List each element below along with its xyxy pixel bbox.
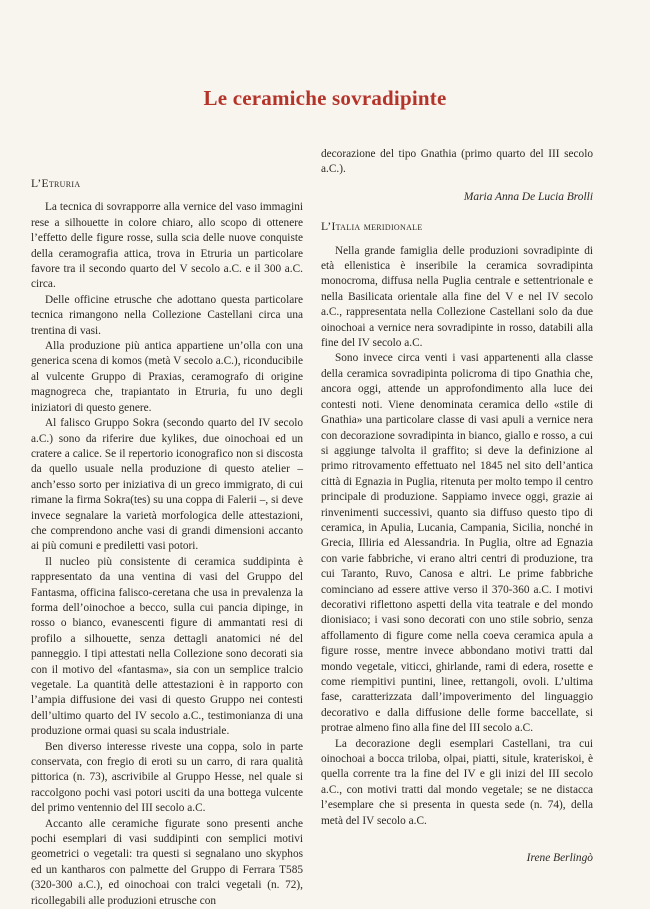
section-heading-etruria: L’Etruria [31,177,81,190]
author-signature: Maria Anna De Lucia Brolli [463,190,593,203]
paragraph: Accanto alle ceramiche figurate sono presenti anche pochi esemplari di vasi suddipinti con semplici motivi geometrici o vegetali: tra questi si segnalano uno skyphos ed un kantharos con palmette del Gruppo di Ferrara T585 (320-300 a.C.), ed oinochoai con tralci vegetali (n. 72), ricollegabili alle produzioni etrusche con [31,817,303,907]
paragraph: Ben diverso interesse riveste una coppa, solo in parte conservata, con fregio di eroti su un carro, di rara qualità pittorica (n. 73), ascrivibile al Gruppo Hesse, nel quale si raccolgono pochi vasi potori usciti da una bottega vulcente del primo ventennio del III secolo a.C. [31,740,303,815]
right-column [321,147,593,880]
left-column [31,176,303,909]
paragraph: Nella grande famiglia delle produzioni sovradipinte di età ellenistica è inseribile la ceramica sovradipinta monocroma, diffusa nella Puglia centrale e settentrionale e nella Basilicata orientale alla fine del V e nel IV secolo a.C., rappresentata nella Collezione Castellani solo da due oinochoai a vernice nera sovradipinte in rosso, databili alla fine del IV secolo a.C. [321,244,593,350]
paragraph: Sono invece circa venti i vasi appartenenti alla classe della ceramica sovradipinta policroma di tipo Gnathia che, ancora oggi, attende un approfondimento alla luce dei contesti noti. Viene denominata ceramica dello «stile di Gnathia» una particolare classe di vasi apuli a vernice nera con decorazione sovradipinta in bianco, giallo e rosso, a cui si aggiunge talvolta il graffito; si deve la definizione al primo ritrovamento effettuato nel 1845 nel sito dell’antica città di Egnazia in Puglia, ritenuta per molto tempo il centro principale di produzione. Sappiamo invece oggi, grazie ai rinvenimenti successivi, quanto sia diffuso questo tipo di ceramica, in Apulia, Lucania, Campania, Sicilia, nonché in Grecia, Illiria ed Alessandria. In Puglia, oltre ad Egnazia con varie fabbriche, vi erano altri centri di produzione, tra cui Taranto, Ruvo, Canosa e altri. Le prime fabbriche cominciano ad essere attive verso il 370-360 a.C. I motivi decorativi riflettono aspetti della vita teatrale e del mondo dionisiaco; i vasi sono decorati con uno stile sobrio, senza affollamento di figure come nella coeva ceramica apula a figure rosse, mentre invece abbondano motivi tratti dal mondo vegetale, viticci, ghirlande, rami di edera, rosette e come riempitivi puntini, linee, rettangoli, ovoli. L’ultima fase, caratterizzata dall’impoverimento del linguaggio decorativo e dalla diffusione delle forme baccellate, si protrae almeno fino alla fine del III secolo a.C. [321,352,593,735]
page-title: Le ceramiche sovradipinte [203,86,447,110]
paragraph: Al falisco Gruppo Sokra (secondo quarto del IV secolo a.C.) sono da riferire due kylikes, due oinochoai ed un cratere a calice. Se il repertorio iconografico non si discosta da quello usuale nella produzione di questo atelier – anch’esso sorto per iniziativa di un greco immigrato, di cui rimane la firma Sokra(tes) su una coppa di Falerii –, si deve invece segnalare la varietà morfologica delle attestazioni, che comprendono anche vasi di grandi dimensioni accanto ai più comuni e prediletti vasi potori. [31,417,303,553]
section-heading-italia-meridionale: L’Italia meridionale [321,220,423,234]
paragraph: La decorazione degli esemplari Castellani, tra cui oinochoai a bocca triloba, olpai, piatti, situle, krateriskoi, è quella corrente tra la fine del IV e gli inizi del III secolo a.C., con motivi tratti dal mondo vegetale; se ne distacca l’esemplare che si presenta in questa sede (n. 74), della metà del IV secolo a.C. [321,737,593,827]
paragraph: La tecnica di sovrapporre alla vernice del vaso immagini rese a silhouette in colore chiaro, allo scopo di ottenere l’effetto delle figure rosse, sulla scia delle nuove conquiste della ceramografia attica, trova in Etruria un particolare favore tra il secondo quarto del V secolo a.C. e il 300 a.C. circa. [31,201,303,291]
paragraph: Alla produzione più antica appartiene un’olla con una generica scena di komos (metà V secolo a.C.), riconducibile al vulcente Gruppo di Praxias, ceramografo di origine magnogreca che, trapiantato in Etruria, fu uno degli iniziatori di questo genere. [31,340,303,414]
paragraph-continuation: decorazione del tipo Gnathia (primo quarto del III secolo a.C.). [321,148,593,176]
paragraph: Il nucleo più consistente di ceramica suddipinta è rappresentato da una ventina di vasi del Gruppo del Fantasma, officina falisco-ceretana che usa in prevalenza la forma dell’oinochoe a becco, sulla cui pancia dipinge, in rosso o bianco, evanescenti figure di ammantati resi di profilo a silhouette, senza dettagli anatomici né del panneggio. I tipi attestati nella Collezione sono decorati sia con il motivo del «fantasma», sia con un semplice tralcio vegetale. La quantità delle attestazioni è in rapporto con l’ampia diffusione dei vasi di questo Gruppo nei contesti dell’ultimo quarto del IV secolo a.C., testimonianza di una produzione ormai quasi su scala industriale. [31,555,303,738]
author-signature: Irene Berlingò [526,852,593,865]
paragraph: Delle officine etrusche che adottano questa particolare tecnica rimangono nella Collezione Castellani circa una trentina di vasi. [31,293,303,337]
